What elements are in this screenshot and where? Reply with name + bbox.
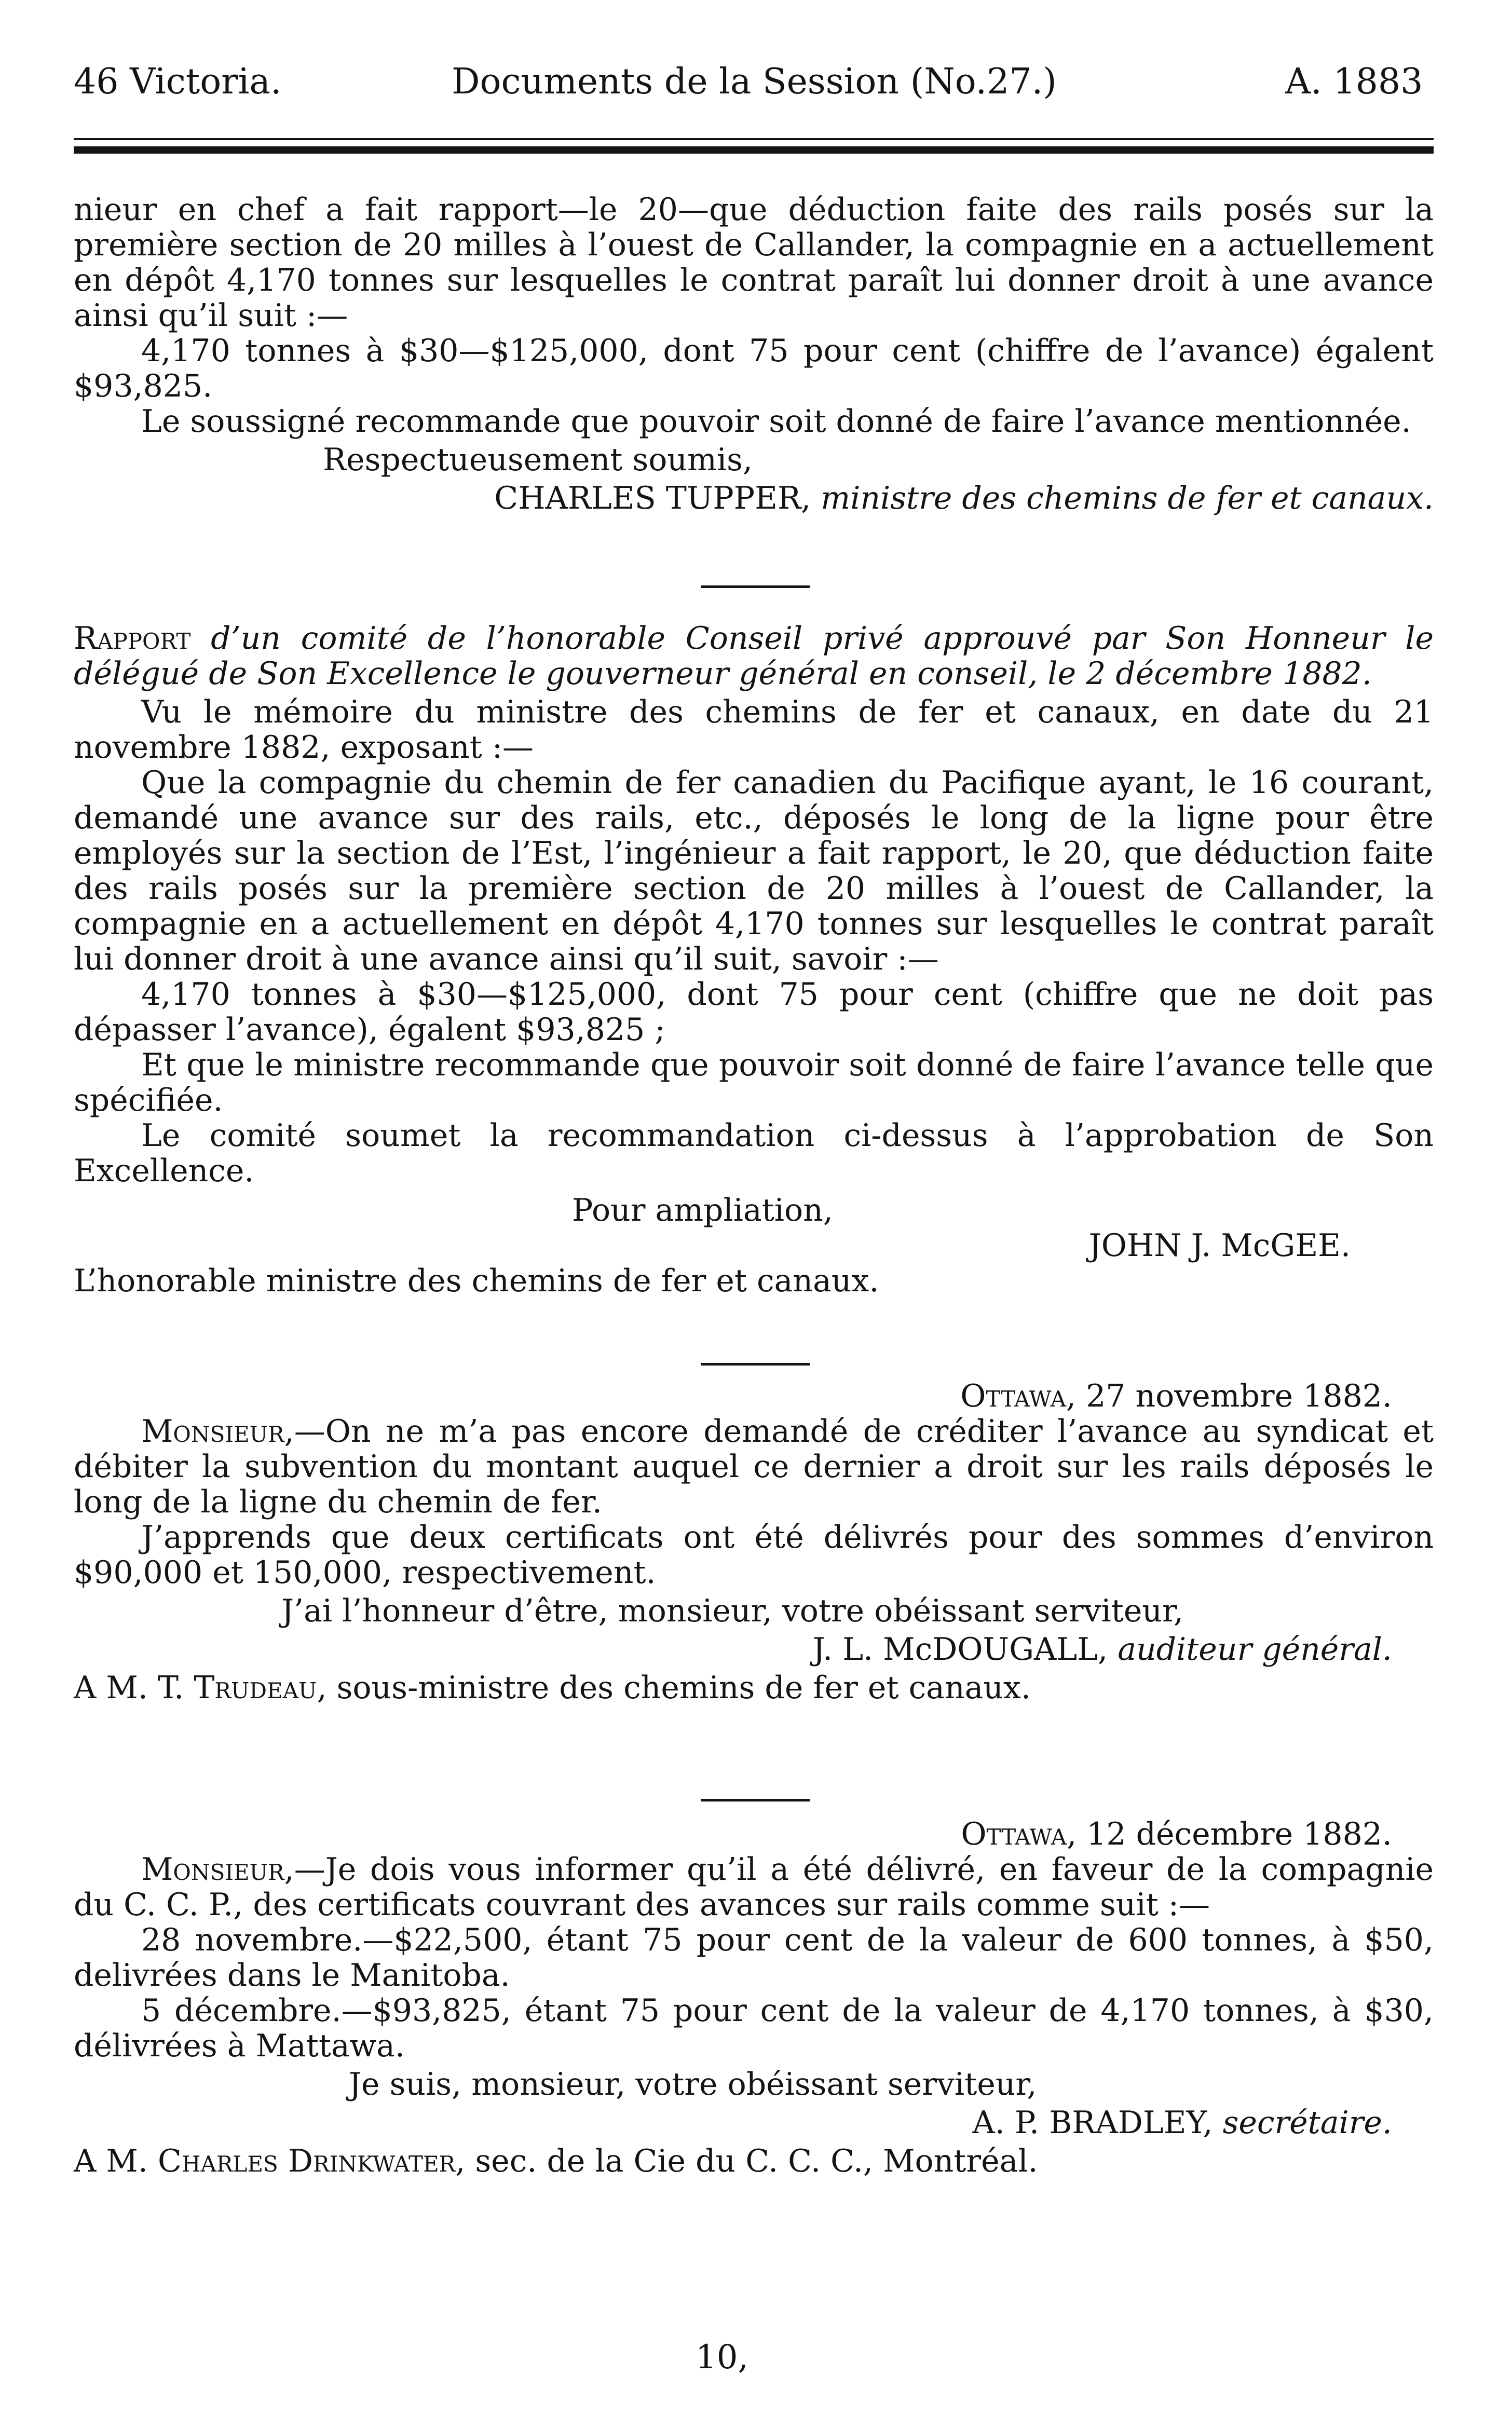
paragraph: Le comité soumet la recommandation ci-dessus à l’approbation de Son Excellence. <box>74 1117 1434 1189</box>
paragraph: Le soussigné recommande que pouvoir soit donné de faire l’avance mentionnée. <box>141 403 1411 440</box>
header-rule-thin <box>74 138 1434 140</box>
running-head-center: Documents de la Session (No.27.) <box>452 61 1057 102</box>
dateline-date: 27 novembre 1882. <box>1086 1378 1392 1414</box>
ampliation-line: Pour ampliation, <box>572 1192 833 1229</box>
signature-line <box>74 481 1434 516</box>
closing-line: J’ai l’honneur d’être, monsieur, votre obéissant serviteur, <box>281 1593 1184 1629</box>
paragraph: Que la compagnie du chemin de fer canadien du Pacifique ayant, le 16 courant, demandé une avance sur des rails, etc., déposés le long de la ligne pour être employés sur la section de l’Est, l’ingénieur a fait rapport, le 20, que déduction faite des rails posés sur la première section de 20 milles à l’ouest de Callander, la compagnie en a actuellement en dépôt 4,170 tonnes sur lesquelles le contrat paraît lui donner droit à une avance ainsi qu’il suit, savoir :— <box>74 765 1434 977</box>
paragraph: nieur en chef a fait rapport—le 20—que déduction faite des rails posés sur la première section de 20 milles à l’ouest de Callander, la compagnie en a actuellement en dépôt 4,170 tonnes sur lesquelles le contrat paraît lui donner droit à une avance ainsi qu’il suit :— <box>74 192 1434 334</box>
signer-name: JOHN J. McGEE. <box>1088 1227 1351 1264</box>
addressee-line <box>74 2144 1434 2179</box>
paragraph: J’apprends que deux certificats ont été délivrés pour des sommes d’environ $90,000 et 150,000, respectivement. <box>74 1519 1434 1591</box>
closing-line: Je suis, monsieur, votre obéissant serviteur, <box>349 2066 1037 2103</box>
tupper-report-section <box>74 192 1434 516</box>
paragraph: 4,170 tonnes à $30—$125,000, dont 75 pour cent (chiffre de l’avance) égalent $93,825. <box>74 333 1434 404</box>
header-rule-thick <box>74 146 1434 154</box>
signer-name: A. P. BRADLEY, <box>972 2105 1213 2141</box>
signer-title: secrétaire. <box>1222 2105 1392 2141</box>
paragraph <box>74 1414 1434 1520</box>
addressee-name: Charles Drinkwater, <box>158 2143 466 2179</box>
heading-text: d’un comité de l’honorable Conseil privé approuvé par Son Honneur le délégué de Son Excellence le gouverneur général en conseil, le 2 décembre 1882. <box>74 620 1434 692</box>
salutation: Monsieur, <box>141 1413 294 1450</box>
heading-lead: Rapport <box>74 620 191 657</box>
section-separator <box>701 1363 810 1366</box>
addressee-rest: sec. de la Cie du C. C. C., Montréal. <box>475 2143 1038 2179</box>
dateline-date: 12 décembre 1882. <box>1086 1816 1392 1852</box>
council-report-section <box>74 621 1434 1299</box>
section-separator <box>701 585 810 588</box>
paragraph: Et que le ministre recommande que pouvoir soit donné de faire l’avance telle que spécifiée. <box>74 1047 1434 1118</box>
salutation: Monsieur, <box>141 1851 294 1888</box>
addressee-line: L’honorable ministre des chemins de fer et canaux. <box>74 1263 879 1299</box>
signer-title: ministre des chemins de fer et canaux. <box>821 480 1434 516</box>
addressee-lead: A M. T. <box>74 1670 184 1706</box>
signature-line <box>74 1632 1434 1667</box>
dateline <box>74 1378 1434 1414</box>
addressee-lead: A M. <box>74 2143 148 2179</box>
addressee-name: Trudeau, <box>194 1670 327 1706</box>
running-head-right: A. 1883 <box>1285 61 1423 102</box>
letter-text: —On ne m’a pas encore demandé de créditer l’avance au syndicat et débiter la subvention du montant auquel ce dernier a droit sur les rails déposés le long de la ligne du chemin de fer. <box>74 1413 1434 1520</box>
bradley-letter-section <box>74 1817 1434 2179</box>
dateline-place: Ottawa, <box>961 1816 1077 1852</box>
paragraph: 4,170 tonnes à $30—$125,000, dont 75 pour cent (chiffre que ne doit pas dépasser l’avance), égalent $93,825 ; <box>74 976 1434 1048</box>
paragraph <box>74 1852 1434 1922</box>
paragraph: 5 décembre.—$93,825, étant 75 pour cent de la valeur de 4,170 tonnes, à $30, délivrées à Mattawa. <box>74 1992 1434 2064</box>
page-number: 10, <box>696 2338 748 2377</box>
addressee-line <box>74 1670 1434 1705</box>
signer-name: J. L. McDOUGALL, <box>812 1631 1108 1668</box>
paragraph: Vu le mémoire du ministre des chemins de fer et canaux, en date du 21 novembre 1882, exposant :— <box>74 694 1434 766</box>
paragraph: 28 novembre.—$22,500, étant 75 pour cent de la valeur de 600 tonnes, à $50, delivrées dans le Manitoba. <box>74 1922 1434 1994</box>
letter-text: —Je dois vous informer qu’il a été délivré, en faveur de la compagnie du C. C. P., des certificats couvrant des avances sur rails comme suit :— <box>74 1851 1434 1923</box>
signer-name: CHARLES TUPPER, <box>494 480 811 516</box>
signer-title: auditeur général. <box>1118 1631 1392 1668</box>
mcdougall-letter-section <box>74 1378 1434 1705</box>
dateline-place: Ottawa, <box>960 1378 1076 1414</box>
running-head-left: 46 Victoria. <box>74 61 282 102</box>
dateline <box>74 1817 1434 1852</box>
report-heading <box>74 621 1434 691</box>
signature-line <box>74 2105 1434 2140</box>
addressee-rest: sous-ministre des chemins de fer et canaux. <box>336 1670 1031 1706</box>
section-separator <box>701 1799 810 1801</box>
closing-line: Respectueusement soumis, <box>323 442 753 478</box>
